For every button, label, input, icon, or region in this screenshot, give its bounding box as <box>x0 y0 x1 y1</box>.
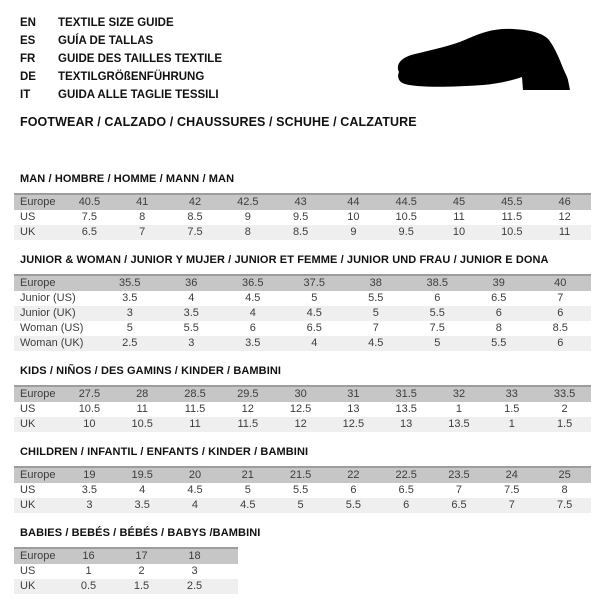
table-row <box>14 467 591 483</box>
row-label: Europe <box>20 196 56 208</box>
table-cell: 4 <box>311 337 318 349</box>
table-cell: 42 <box>188 196 202 208</box>
table-cell: 5 <box>244 484 251 496</box>
size-tables <box>14 173 600 594</box>
table-cell: 12 <box>558 211 571 223</box>
table-cell: 38.5 <box>426 277 448 289</box>
table-cell: 7 <box>455 484 463 496</box>
table-row <box>14 498 591 513</box>
language-label: GUIDA ALLE TAGLIE TESSILI <box>58 89 219 101</box>
table-cell: 9.5 <box>398 226 414 238</box>
table-cell: 5.5 <box>183 322 199 334</box>
table-cell: 4 <box>191 499 199 511</box>
row-label: US <box>20 211 36 223</box>
table-cell: 12 <box>241 403 254 415</box>
table-cell: 10 <box>83 418 96 430</box>
row-label: Woman (UK) <box>20 337 84 349</box>
size-table-junior-woman <box>14 274 591 351</box>
table-row <box>14 210 591 225</box>
language-code: DE <box>20 71 36 83</box>
table-cell: 2.5 <box>186 580 203 592</box>
table-cell: 4.5 <box>240 499 256 511</box>
table-cell: 22.5 <box>395 469 417 481</box>
table-cell: 6.5 <box>81 226 98 238</box>
table-row <box>14 306 591 321</box>
table-cell: 5 <box>311 292 318 304</box>
row-label: Europe <box>20 469 56 481</box>
table-cell: 13 <box>347 403 360 415</box>
table-cell: 2 <box>138 565 145 577</box>
table-cell: 7 <box>372 322 379 334</box>
table-row <box>14 483 591 498</box>
table-cell: 35.5 <box>119 277 141 289</box>
table-cell: 6.5 <box>306 322 322 334</box>
table-cell: 32 <box>452 388 466 400</box>
table-cell: 31.5 <box>395 388 417 400</box>
table-cell: 9 <box>350 226 357 238</box>
table-cell: 10.5 <box>501 226 523 238</box>
table-row <box>14 417 591 432</box>
page-header <box>0 0 600 104</box>
table-cell: 8.5 <box>187 211 203 223</box>
language-code: EN <box>20 17 36 29</box>
table-cell: 8 <box>139 211 146 223</box>
row-label: Europe <box>20 277 56 289</box>
table-cell: 21 <box>241 469 254 481</box>
table-cell: 5.5 <box>429 307 445 319</box>
table-cell: 3.5 <box>245 337 261 349</box>
row-label: Woman (US) <box>20 322 84 334</box>
table-row <box>14 402 591 417</box>
table-cell: 1 <box>455 403 463 415</box>
row-label: UK <box>20 418 36 430</box>
table-row <box>14 386 591 402</box>
table-row <box>14 275 591 291</box>
table-cell: 5.5 <box>368 292 384 304</box>
row-label: US <box>20 484 36 496</box>
row-label: Junior (UK) <box>20 307 76 319</box>
table-cell: 6 <box>557 337 564 349</box>
table-cell: 13.5 <box>395 403 417 415</box>
table-cell: 7.5 <box>556 499 573 511</box>
spacer-cell <box>221 579 238 594</box>
table-cell: 3 <box>86 499 93 511</box>
table-cell: 13 <box>400 418 413 430</box>
table-cell: 5 <box>126 322 133 334</box>
table-cell: 6 <box>350 484 357 496</box>
spacer-cell <box>221 564 238 579</box>
table-row <box>14 336 591 351</box>
table-cell: 7.5 <box>504 484 520 496</box>
table-cell: 11 <box>136 403 148 415</box>
table-cell: 6 <box>434 292 441 304</box>
table-cell: 38 <box>369 277 382 289</box>
table-cell: 9 <box>244 211 251 223</box>
row-label: Europe <box>20 388 56 400</box>
table-cell: 25 <box>558 469 571 481</box>
table-cell: 6.5 <box>451 499 467 511</box>
table-cell: 6 <box>403 499 410 511</box>
table-cell: 11.5 <box>184 403 206 415</box>
table-cell: 31 <box>347 388 360 400</box>
table-cell: 42.5 <box>237 196 259 208</box>
spacer-cell <box>221 548 238 564</box>
table-cell: 7.5 <box>187 226 203 238</box>
table-cell: 7.5 <box>81 211 98 223</box>
row-label: UK <box>20 499 36 511</box>
table-cell: 1 <box>85 565 92 577</box>
table-cell: 7.5 <box>429 322 445 334</box>
table-cell: 11 <box>558 226 571 238</box>
table-cell: 7 <box>139 226 146 238</box>
language-code: ES <box>20 35 36 47</box>
table-cell: 1.5 <box>556 418 573 430</box>
size-section-kids <box>14 365 600 432</box>
table-cell: 22 <box>347 469 360 481</box>
size-table-man <box>14 193 591 240</box>
table-cell: 5 <box>297 499 304 511</box>
table-row <box>14 321 591 336</box>
table-cell: 4.5 <box>245 292 261 304</box>
table-cell: 3 <box>191 565 198 577</box>
table-cell: 6 <box>557 307 564 319</box>
table-cell: 43 <box>294 196 307 208</box>
language-label: TEXTILE SIZE GUIDE <box>58 17 174 29</box>
size-table-kids <box>14 385 591 432</box>
section-title-babies: BABIES / BEBÉS / BÉBÉS / BABYS /BAMBINI <box>20 527 261 539</box>
table-cell: 4 <box>139 484 146 496</box>
table-cell: 23.5 <box>448 469 470 481</box>
table-cell: 0.5 <box>80 580 97 592</box>
language-label: GUIDE DES TAILLES TEXTILE <box>58 53 222 65</box>
table-cell: 18 <box>188 550 201 562</box>
table-cell: 19 <box>83 469 96 481</box>
table-cell: 44 <box>347 196 360 208</box>
table-cell: 11.5 <box>237 418 259 430</box>
table-cell: 44.5 <box>395 196 417 208</box>
table-cell: 1.5 <box>504 403 520 415</box>
table-cell: 6.5 <box>398 484 414 496</box>
table-cell: 11 <box>189 418 201 430</box>
table-cell: 46 <box>558 196 571 208</box>
table-cell: 5.5 <box>491 337 507 349</box>
language-code: FR <box>20 53 36 65</box>
table-cell: 12 <box>294 418 307 430</box>
table-cell: 36 <box>185 277 198 289</box>
table-cell: 1.5 <box>133 580 150 592</box>
table-cell: 3.5 <box>122 292 138 304</box>
table-cell: 6.5 <box>491 292 507 304</box>
table-cell: 27.5 <box>78 388 101 400</box>
table-cell: 24 <box>505 469 518 481</box>
table-row <box>14 579 238 594</box>
table-cell: 11 <box>453 211 465 223</box>
row-label: UK <box>20 580 36 592</box>
table-row <box>14 564 238 579</box>
table-cell: 10 <box>347 211 360 223</box>
table-cell: 40.5 <box>78 196 101 208</box>
table-row <box>14 194 591 210</box>
table-cell: 37.5 <box>303 277 325 289</box>
dress-shoe-icon <box>393 26 585 104</box>
row-label: UK <box>20 226 36 238</box>
table-cell: 30 <box>294 388 307 400</box>
table-cell: 39 <box>492 277 505 289</box>
table-cell: 10.5 <box>131 418 153 430</box>
section-title-kids: KIDS / NIÑOS / DES GAMINS / KINDER / BAMBINI <box>20 365 282 377</box>
section-title-children: CHILDREN / INFANTIL / ENFANTS / KINDER / BAMBINI <box>20 446 309 458</box>
table-cell: 8.5 <box>292 226 309 238</box>
row-label: Europe <box>20 550 56 562</box>
table-cell: 28.5 <box>184 388 206 400</box>
size-section-children <box>14 446 600 513</box>
size-section-junior-woman <box>14 254 600 351</box>
table-cell: 5 <box>434 337 441 349</box>
section-title-junior-woman: JUNIOR & WOMAN / JUNIOR Y MUJER / JUNIOR ET FEMME / JUNIOR UND FRAU / JUNIOR E DONA <box>20 254 549 266</box>
row-label: US <box>20 403 36 415</box>
table-cell: 3.5 <box>134 499 150 511</box>
table-cell: 3.5 <box>183 307 199 319</box>
table-cell: 12.5 <box>289 403 312 415</box>
table-cell: 10.5 <box>78 403 101 415</box>
size-table-babies <box>14 547 238 594</box>
table-cell: 41 <box>136 196 149 208</box>
table-cell: 6 <box>495 307 502 319</box>
table-cell: 20 <box>188 469 202 481</box>
table-cell: 33.5 <box>553 388 576 400</box>
language-label: GUÍA DE TALLAS <box>58 35 154 47</box>
table-cell: 3.5 <box>81 484 98 496</box>
table-row <box>14 225 591 240</box>
table-cell: 8 <box>495 322 502 334</box>
table-cell: 45.5 <box>501 196 523 208</box>
table-cell: 10.5 <box>395 211 417 223</box>
table-cell: 10 <box>452 226 466 238</box>
table-cell: 8 <box>561 484 568 496</box>
language-label: TEXTILGRÖßENFÜHRUNG <box>58 71 205 83</box>
table-cell: 4.5 <box>306 307 322 319</box>
table-cell: 4 <box>188 292 195 304</box>
table-cell: 16 <box>82 550 95 562</box>
table-cell: 8.5 <box>552 322 568 334</box>
table-cell: 8 <box>244 226 251 238</box>
table-cell: 4.5 <box>187 484 203 496</box>
row-label: Junior (US) <box>20 292 76 304</box>
table-cell: 7 <box>557 292 564 304</box>
category-title: FOOTWEAR / CALZADO / CHAUSSURES / SCHUHE / CALZATURE <box>20 115 417 129</box>
table-cell: 3 <box>188 337 195 349</box>
row-label: US <box>20 565 36 577</box>
table-row <box>14 291 591 306</box>
table-cell: 28 <box>136 388 149 400</box>
table-cell: 5.5 <box>345 499 362 511</box>
table-cell: 29.5 <box>237 388 259 400</box>
table-cell: 13.5 <box>448 418 470 430</box>
table-cell: 5.5 <box>292 484 309 496</box>
table-cell: 17 <box>135 550 148 562</box>
size-section-man <box>14 173 600 240</box>
table-cell: 40 <box>554 277 567 289</box>
table-cell: 1 <box>508 418 515 430</box>
table-cell: 6 <box>249 322 256 334</box>
table-cell: 9.5 <box>292 211 309 223</box>
table-cell: 12.5 <box>342 418 365 430</box>
table-cell: 45 <box>452 196 466 208</box>
table-cell: 2 <box>561 403 568 415</box>
table-cell: 7 <box>508 499 515 511</box>
table-cell: 2.5 <box>122 337 138 349</box>
table-cell: 11.5 <box>501 211 523 223</box>
table-cell: 4 <box>249 307 256 319</box>
size-table-children <box>14 466 591 513</box>
table-row <box>14 548 238 564</box>
table-cell: 3 <box>126 307 133 319</box>
table-cell: 19.5 <box>131 469 153 481</box>
table-cell: 5 <box>372 307 379 319</box>
size-section-babies <box>14 527 600 594</box>
section-title-man: MAN / HOMBRE / HOMME / MANN / MAN <box>20 173 235 185</box>
table-cell: 33 <box>505 388 518 400</box>
table-cell: 36.5 <box>242 277 264 289</box>
table-cell: 4.5 <box>368 337 384 349</box>
table-cell: 21.5 <box>289 469 312 481</box>
language-code: IT <box>20 89 31 101</box>
